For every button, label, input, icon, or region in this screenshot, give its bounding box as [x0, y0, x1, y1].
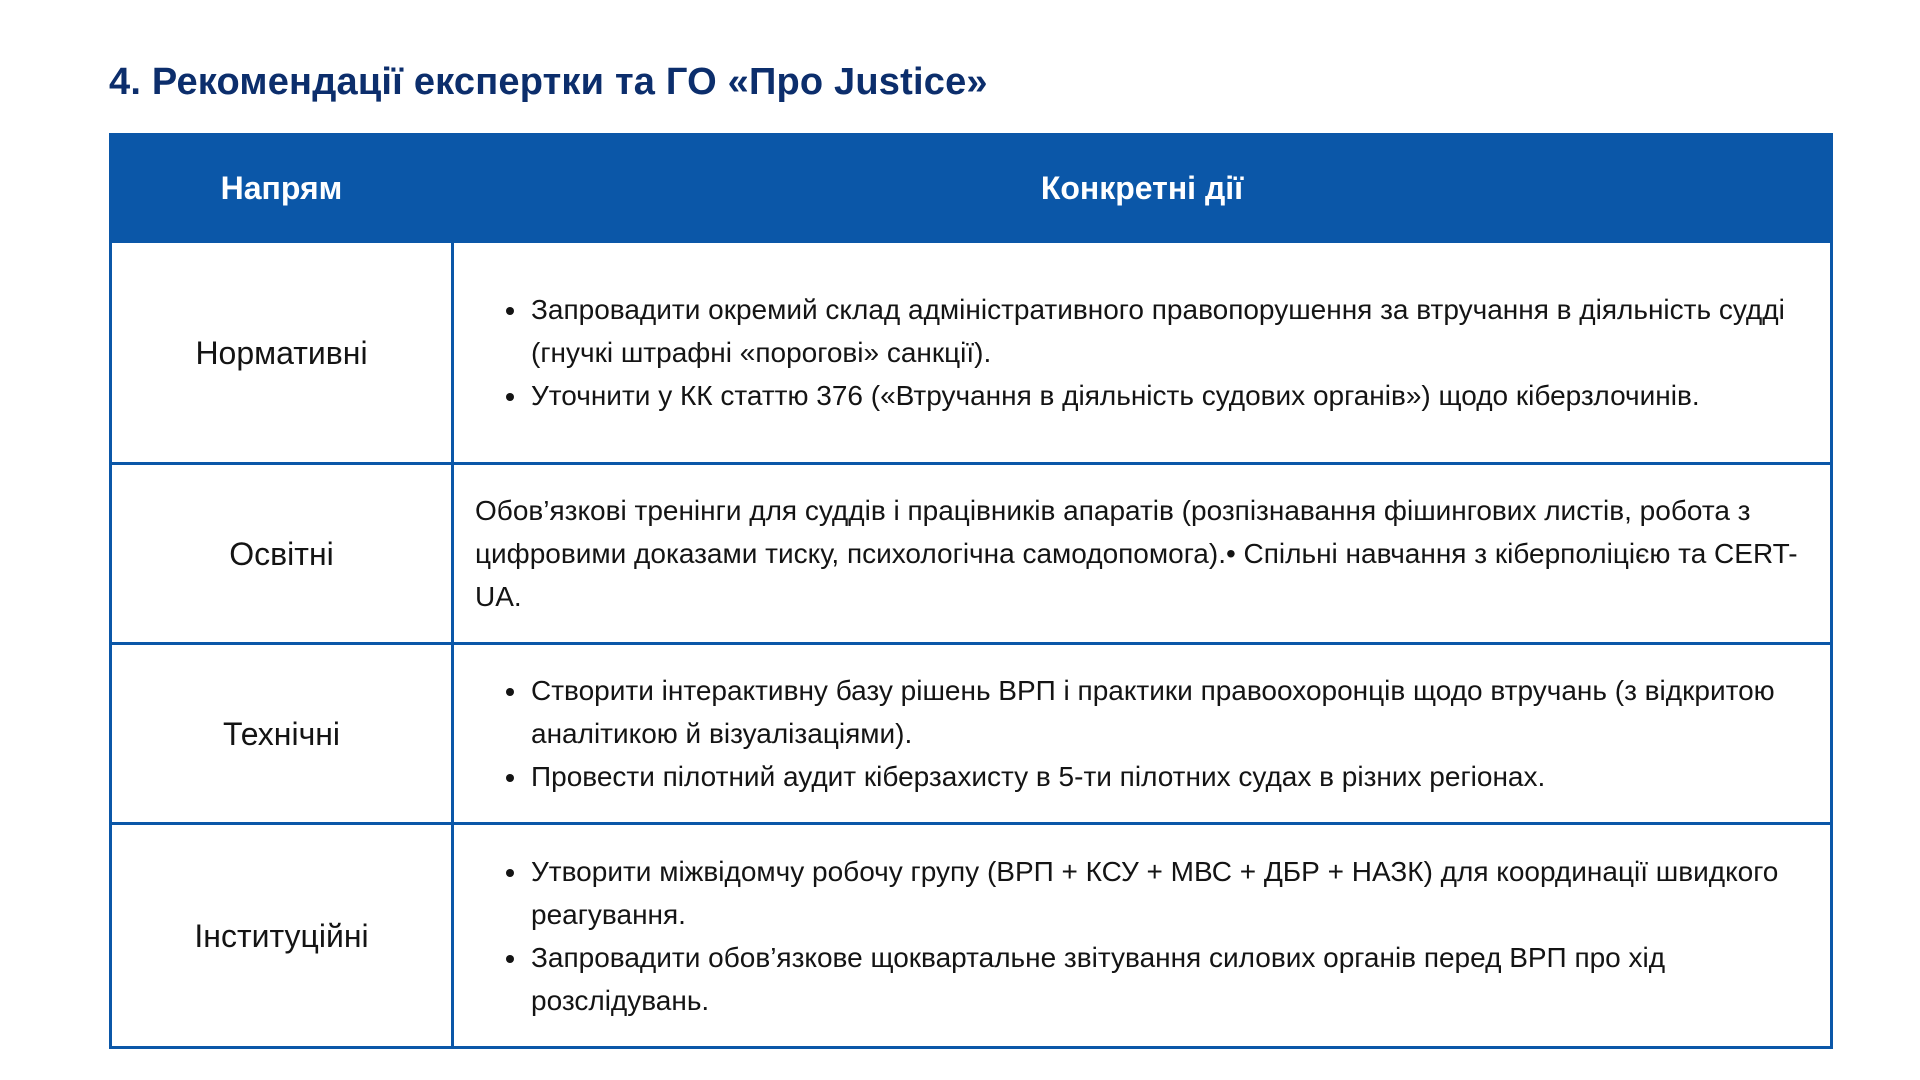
action-list	[475, 288, 1804, 417]
row-actions	[453, 824, 1832, 1048]
header-direction: Напрям	[111, 135, 453, 242]
row-direction: Технічні	[111, 644, 453, 824]
action-item: • Уточнити у КК статтю 376 («Втручання в діяльність судових органів») щодо кіберзлочинів.	[529, 374, 1804, 417]
action-item: • Запровадити обов’язкове щоквартальне звітування силових органів перед ВРП про хід розслідувань.	[529, 936, 1804, 1022]
table-row-normative	[111, 242, 1832, 464]
action-item: • Утворити міжвідомчу робочу групу (ВРП + КСУ + МВС + ДБР + НАЗК) для координації швидкого реагування.	[529, 850, 1804, 936]
action-item: • Створити інтерактивну базу рішень ВРП і практики правоохоронців щодо втручань (з відкритою аналітикою й візуалізаціями).	[529, 669, 1804, 755]
table-header-row	[111, 135, 1832, 242]
row-direction: Освітні	[111, 464, 453, 644]
table-row-technical	[111, 644, 1832, 824]
section-title: 4. Рекомендації експертки та ГО «Про Justice»	[109, 61, 988, 103]
action-item: • Запровадити окремий склад адміністративного правопорушення за втручання в діяльність судді (гнучкі штрафні «порогові» санкції).	[529, 288, 1804, 374]
action-list	[475, 850, 1804, 1022]
row-actions	[453, 242, 1832, 464]
row-actions	[453, 644, 1832, 824]
table-row-educational	[111, 464, 1832, 644]
recommendations-table	[109, 133, 1833, 1049]
action-text: Обов’язкові тренінги для суддів і працівників апаратів (розпізнавання фішингових листів, робота з цифровими доказами тиску, психологічна самодопомога).• Спільні навчання з кіберполіцією та CERT-UA.	[475, 495, 1798, 612]
action-item: • Провести пілотний аудит кіберзахисту в 5-ти пілотних судах в різних регіонах.	[529, 755, 1804, 798]
table-row-institutional	[111, 824, 1832, 1048]
action-list	[475, 669, 1804, 798]
row-direction: Інституційні	[111, 824, 453, 1048]
row-actions	[453, 464, 1832, 644]
header-actions: Конкретні дії	[453, 135, 1832, 242]
row-direction: Нормативні	[111, 242, 453, 464]
